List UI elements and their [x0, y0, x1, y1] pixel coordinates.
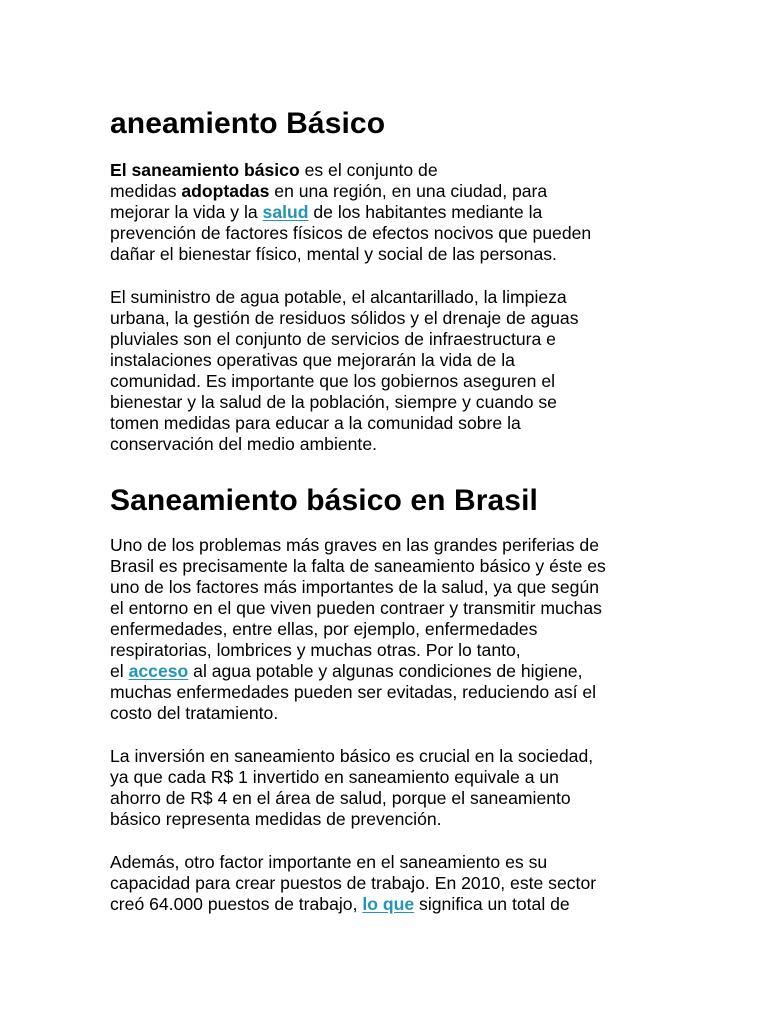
document-content: [110, 104, 670, 915]
paragraph-services: El suministro de agua potable, el alcantarillado, la limpieza urbana, la gestión de residuos sólidos y el drenaje de aguas pluviales son el conjunto de servicios de infraestructura e instalaciones operativas que mejorarán la vida de la comunidad. Es importante que los gobiernos aseguren el bienestar y la salud de la población, siempre y cuando se tomen medidas para educar a la comunidad sobre la conservación del medio ambiente.: [110, 287, 579, 454]
link-lo-que[interactable]: lo que: [362, 894, 415, 914]
paragraph-text: es el conjunto de medidas: [110, 160, 438, 201]
paragraph-definition: [110, 160, 670, 265]
section-heading-saneamiento-basico: aneamiento Básico: [110, 107, 386, 140]
paragraph-text: Uno de los problemas más graves en las grandes periferias de Brasil es precisamente la falta de saneamiento básico y éste es uno de los factores más importantes de la salud, ya que según el entorno en el que viven pueden contraer y transmitir muchas enfermedades, entre ellas, por ejemplo, enfermedades respiratorias, lombrices y muchas otras. Por lo tanto, el: [110, 535, 606, 681]
link-salud[interactable]: salud: [262, 202, 309, 222]
paragraph-text: al agua potable y algunas condiciones de higiene, muchas enfermedades pueden ser evitadas, reduciendo así el costo del tratamiento.: [110, 661, 597, 723]
paragraph-text: significa un total de: [414, 894, 570, 914]
paragraph-jobs: [110, 852, 670, 915]
paragraph-text: en una región, en una ciudad, para mejorar la vida y la: [110, 181, 548, 222]
paragraph-text: Además, otro factor importante en el saneamiento es su capacidad para crear puestos de trabajo. En 2010, este sector creó 64.000 puestos de trabajo,: [110, 852, 597, 914]
paragraph-investment: La inversión en saneamiento básico es crucial en la sociedad, ya que cada R$ 1 invertido en saneamiento equivale a un ahorro de R$ 4 en el área de salud, porque el saneamiento básico representa medidas de prevención.: [110, 746, 594, 829]
paragraph-brasil-problems: [110, 535, 670, 724]
bold-term-saneamiento: El saneamiento básico: [110, 160, 300, 180]
paragraph-text: de los habitantes mediante la prevención de factores físicos de efectos nocivos que pueden dañar el bienestar físico, mental y social de las personas.: [110, 202, 592, 264]
section-heading-brasil: Saneamiento básico en Brasil: [110, 484, 538, 517]
link-acceso[interactable]: acceso: [128, 661, 189, 681]
bold-term-adoptadas: adoptadas: [181, 181, 270, 201]
